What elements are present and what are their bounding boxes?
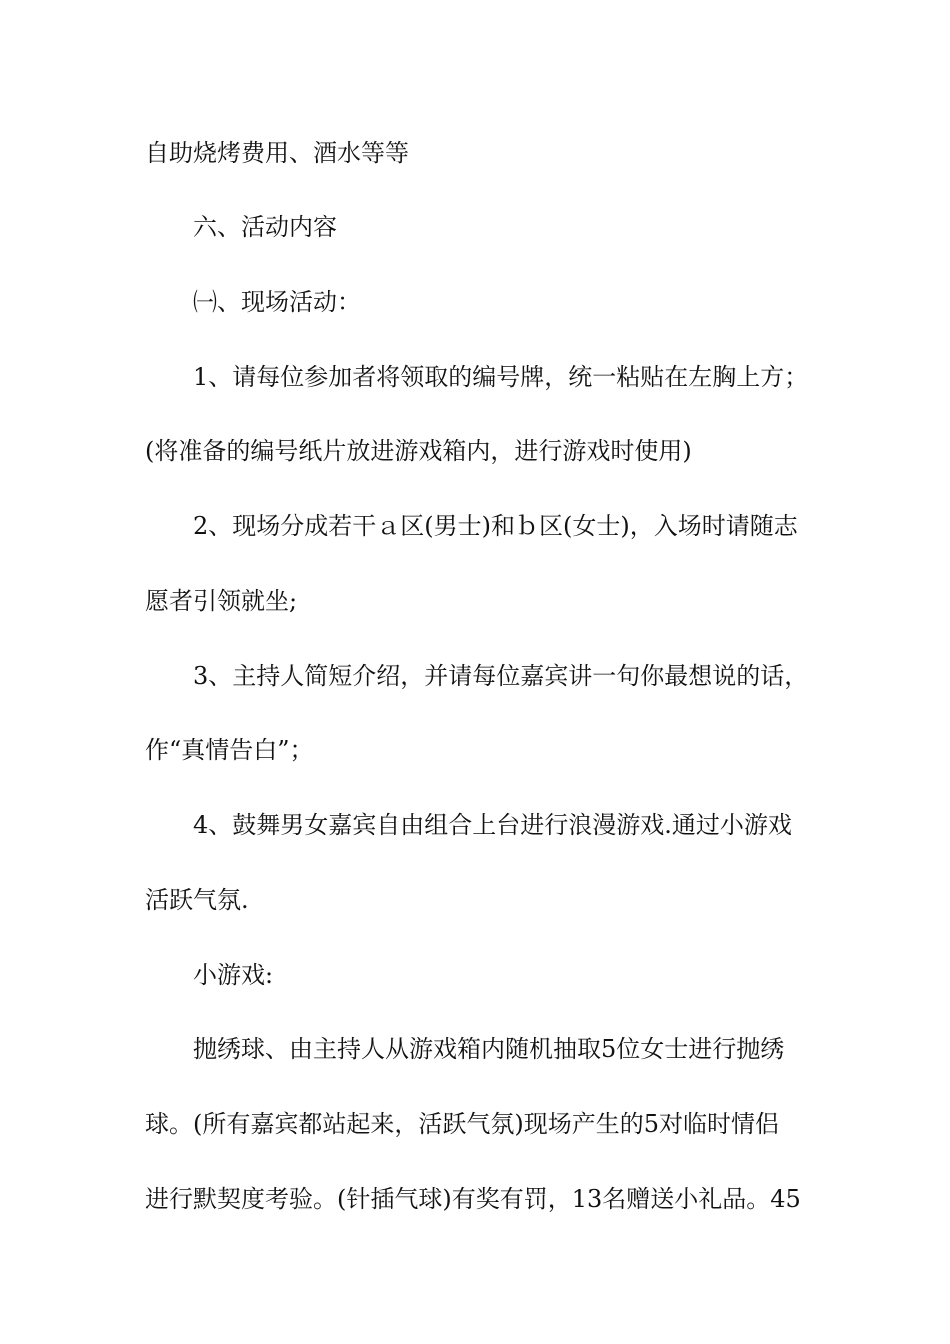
text-line: 1、请每位参加者将领取的编号牌，统一粘贴在左胸上方；: [193, 363, 809, 391]
section-heading: 六、活动内容: [193, 213, 337, 241]
text-line: 活跃气氛.: [145, 886, 249, 914]
text-line: 2、现场分成若干ａ区(男士)和ｂ区(女士)，入场时请随志: [193, 512, 798, 540]
text-line: 作“真情告白”；: [145, 736, 314, 764]
text-line: 4、鼓舞男女嘉宾自由组合上台进行浪漫游戏.通过小游戏: [193, 811, 792, 839]
text-line: 进行默契度考验。(针插气球)有奖有罚，13名赠送小礼品。45: [145, 1185, 801, 1213]
text-line: 抛绣球、由主持人从游戏箱内随机抽取5位女士进行抛绣: [193, 1035, 785, 1063]
text-line: (将准备的编号纸片放进游戏箱内，进行游戏时使用): [145, 437, 692, 465]
subsection-heading: ㈠、现场活动：: [193, 288, 361, 316]
subheading: 小游戏:: [193, 961, 274, 989]
text-line: 愿者引领就坐;: [145, 587, 298, 615]
text-line: 3、主持人简短介绍，并请每位嘉宾讲一句你最想说的话，: [193, 662, 809, 690]
text-line: 自助烧烤费用、酒水等等: [145, 139, 409, 167]
text-line: 球。(所有嘉宾都站起来，活跃气氛)现场产生的5对临时情侣: [145, 1110, 779, 1138]
